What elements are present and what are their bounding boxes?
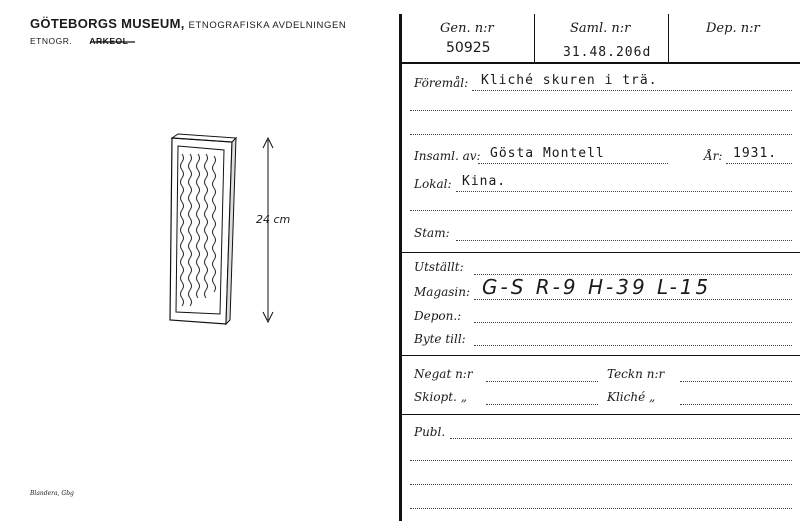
header-divider-1 xyxy=(534,14,535,62)
museum-name: GÖTEBORGS MUSEUM, xyxy=(30,16,185,31)
stam-line xyxy=(456,240,792,241)
strike-mark xyxy=(90,38,140,46)
insaml-value: Gösta Montell xyxy=(490,146,605,161)
department-name: ETNOGRAFISKA AVDELNINGEN xyxy=(188,20,347,31)
negat-line xyxy=(486,381,598,382)
teckn-line xyxy=(680,381,792,382)
kliche-label: Kliché „ xyxy=(607,390,656,404)
utstallt-label: Utställt: xyxy=(414,260,464,274)
teckn-label: Teckn n:r xyxy=(607,367,665,381)
printer-mark: Blandera, Gbg xyxy=(30,490,74,497)
woodblock-drawing xyxy=(160,130,310,330)
magasin-line xyxy=(474,299,792,300)
publ-label: Publ. xyxy=(414,425,446,439)
publ-line-3 xyxy=(410,484,792,485)
ar-value: 1931. xyxy=(733,146,778,161)
magasin-value: G-S R-9 H-39 L-15 xyxy=(482,275,712,299)
gen-label: Gen. n:r xyxy=(440,21,494,36)
publ-line-4 xyxy=(410,508,792,509)
negat-label: Negat n:r xyxy=(414,367,473,381)
insaml-label: Insaml. av: xyxy=(414,149,481,163)
section-line-1 xyxy=(401,252,800,253)
foremal-line-3 xyxy=(410,134,792,135)
dep-label: Dep. n:r xyxy=(706,21,760,36)
publ-line xyxy=(450,438,792,439)
etnogr-label: ETNOGR. xyxy=(30,36,73,46)
saml-label: Saml. n:r xyxy=(570,21,631,36)
lokal-label: Lokal: xyxy=(414,177,452,191)
museum-header xyxy=(30,16,346,31)
byte-line xyxy=(474,345,792,346)
foremal-value: Kliché skuren i trä. xyxy=(481,73,658,88)
foremal-label: Föremål: xyxy=(414,76,469,90)
foremal-line-2 xyxy=(410,110,792,111)
saml-value: 31.48.206d xyxy=(563,45,652,60)
ar-line xyxy=(726,163,792,164)
ar-label: År: xyxy=(704,149,723,163)
section-line-2 xyxy=(401,355,800,356)
lokal-line-2 xyxy=(410,210,792,211)
publ-line-2 xyxy=(410,460,792,461)
magasin-label: Magasin: xyxy=(414,285,471,299)
depon-line xyxy=(474,322,792,323)
dimension-label: 24 cm xyxy=(256,213,291,226)
byte-label: Byte till: xyxy=(414,332,466,346)
foremal-line xyxy=(472,90,792,91)
struck-category: ARKEOL xyxy=(89,36,129,46)
skiopt-label: Skiopt. „ xyxy=(414,390,467,404)
gen-value: 50925 xyxy=(446,40,491,56)
header-divider-2 xyxy=(668,14,669,62)
header-bottom-line xyxy=(401,62,800,64)
insaml-line xyxy=(478,163,668,164)
skiopt-line xyxy=(486,404,598,405)
section-line-3 xyxy=(401,414,800,415)
stam-label: Stam: xyxy=(414,226,450,240)
lokal-value: Kina. xyxy=(462,174,507,189)
kliche-line xyxy=(680,404,792,405)
card-left-border xyxy=(399,14,402,521)
depon-label: Depon.: xyxy=(414,309,462,323)
lokal-line xyxy=(456,191,792,192)
